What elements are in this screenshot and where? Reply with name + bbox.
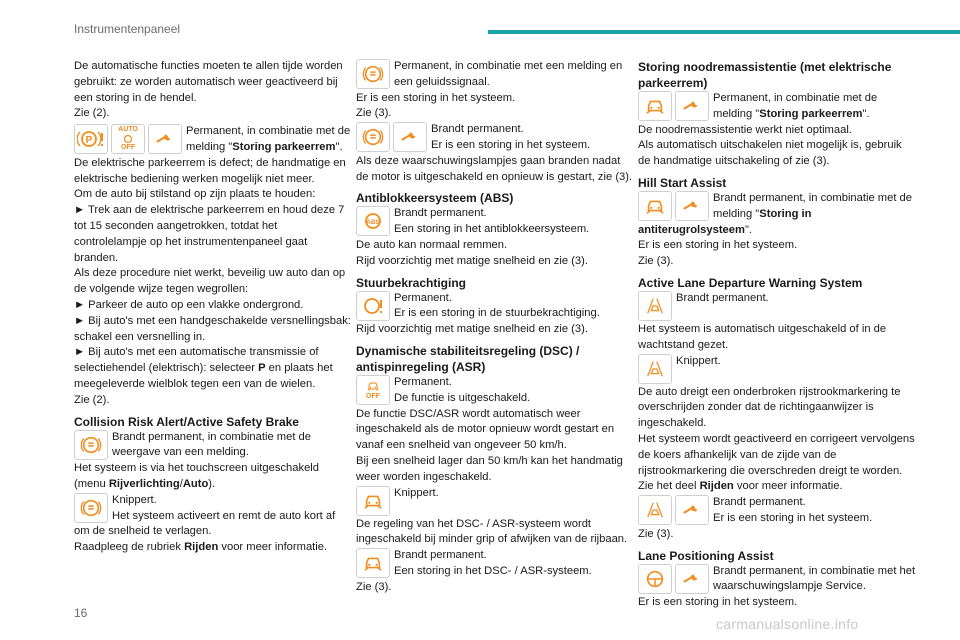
hill-start-icons	[638, 191, 709, 221]
paragraph: Zie (2).	[74, 107, 110, 120]
watermark: carmanualsonline.info	[716, 616, 859, 632]
paragraph: Brandt permanent.	[431, 123, 524, 136]
lane-departure-flashing-icon	[638, 354, 672, 384]
dsc-fault-icon	[356, 548, 390, 578]
paragraph: Om de auto bij stilstand op zijn plaats te houden:	[74, 188, 316, 201]
wrench-icon	[675, 495, 709, 525]
paragraph: Permanent, in combinatie met de melding "Storing parkeerrem".	[186, 125, 351, 153]
lane-positioning-icons	[638, 564, 709, 594]
steering-icon	[356, 291, 390, 321]
paragraph: Brandt permanent, in combinatie met de weergave van een melding.	[112, 430, 311, 459]
paragraph: De auto dreigt een onderbroken rijstrookmarkering te overschrijden zonder dat de richtingaanwijzer is ingeschakeld.	[638, 385, 901, 430]
paragraph: Knippert.	[112, 493, 157, 506]
paragraph: Er is een storing in de stuurbekrachtiging.	[394, 307, 600, 320]
warning-block-parking-brake	[74, 124, 352, 156]
paragraph: De functie is uitgeschakeld.	[394, 391, 531, 404]
paragraph: Bij een snelheid lager dan 50 km/h kan het handmatig weer worden ingeschakeld.	[356, 454, 623, 483]
section-heading: Dynamische stabiliteitsregeling (DSC) / antispinregeling (ASR)	[356, 343, 580, 374]
collision-warning-icon	[74, 430, 108, 460]
emergency-brake-icons	[638, 91, 709, 121]
paragraph: Een storing in het DSC- / ASR-systeem.	[394, 564, 592, 577]
paragraph: Een storing in het antiblokkeersysteem.	[394, 223, 590, 236]
lane-departure-icon	[638, 291, 672, 321]
page-number: 16	[74, 606, 88, 620]
paragraph: Brandt permanent.	[394, 207, 487, 220]
paragraph: ► Trek aan de elektrische parkeerrem en houd deze 7 tot 15 seconden aangetrokken, totdat het controlelampje op het instrumentenpaneel gaat branden.	[74, 204, 345, 264]
paragraph: Zie (3).	[356, 107, 392, 120]
paragraph: Het systeem is automatisch uitgeschakeld of in de wachtstand gezet.	[638, 322, 887, 351]
section-title: Instrumentenpaneel	[74, 22, 181, 36]
paragraph: Het systeem is via het touchscreen uitgeschakeld (menu Rijverlichting/Auto).	[74, 462, 320, 490]
section-heading: Active Lane Departure Warning System	[638, 275, 863, 290]
paragraph: Brandt permanent, in combinatie met de melding "Storing in antiterugrolsysteem".	[638, 191, 912, 236]
paragraph: Knippert.	[394, 486, 439, 499]
paragraph: Permanent, in combinatie met de melding "Storing parkeerrem".	[713, 92, 878, 120]
column-1	[74, 59, 352, 556]
paragraph: Brandt permanent.	[713, 496, 806, 509]
wrench-icon	[675, 564, 709, 594]
paragraph: Raadpleeg de rubriek Rijden voor meer informatie.	[74, 541, 328, 554]
collision-fault-icons	[356, 122, 427, 152]
paragraph: Zie (3).	[356, 580, 392, 593]
paragraph: Het systeem wordt geactiveerd en corrigeert vervolgens de koers afhankelijk van de zijde van de rijstrookmarkering die overschreden dreigt te worden.	[638, 432, 915, 477]
paragraph: Als deze procedure niet werkt, beveilig uw auto dan op de volgende wijze tegen wegrollen:	[74, 267, 346, 296]
paragraph: De auto kan normaal remmen.	[356, 238, 508, 251]
paragraph: Er is een storing in het systeem.	[638, 596, 798, 609]
lane-fault-icons	[638, 495, 709, 525]
wrench-icon	[675, 191, 709, 221]
paragraph: Er is een storing in het systeem.	[638, 239, 798, 252]
paragraph: De automatische functies moeten te allen tijde worden gebruikt: ze worden automatisch weer geactiveerd bij een storing in de hendel.	[74, 60, 343, 104]
paragraph: Als deze waarschuwingslampjes gaan branden nadat de motor is uitgeschakeld en opnieuw is gestart, zie (3).	[356, 154, 633, 183]
paragraph: Brandt permanent.	[394, 549, 487, 562]
paragraph: Zie (3).	[638, 255, 674, 268]
column-2	[356, 59, 634, 596]
paragraph: Rijd voorzichtig met matige snelheid en zie (3).	[356, 254, 588, 267]
paragraph: De functie DSC/ASR wordt automatisch weer ingeschakeld als de motor opnieuw wordt gestart en vanaf een snelheid van ongeveer 50 km/h.	[356, 407, 615, 452]
paragraph: Brandt permanent, in combinatie met het waarschuwingslampje Service.	[713, 564, 916, 593]
paragraph: Knippert.	[676, 354, 721, 367]
section-heading: Storing noodremassistentie (met elektrische parkeerrem)	[638, 60, 892, 90]
wrench-icon	[393, 122, 427, 152]
paragraph: Het systeem activeert en remt de auto kort af om de snelheid te verlagen.	[74, 509, 336, 538]
paragraph: ► Bij auto's met een handgeschakelde versnellingsbak: schakel een versnelling in.	[74, 314, 351, 343]
collision-flashing-icon	[74, 493, 108, 523]
paragraph: Permanent.	[394, 375, 452, 388]
paragraph: Zie (2).	[74, 393, 110, 406]
section-heading: Antiblokkeersysteem (ABS)	[356, 191, 514, 206]
wrench-icon	[148, 124, 182, 154]
section-heading: Collision Risk Alert/Active Safety Brake	[74, 414, 299, 429]
paragraph: Er is een storing in het systeem.	[713, 511, 873, 524]
paragraph: Permanent.	[394, 291, 452, 304]
section-heading: Hill Start Assist	[638, 175, 727, 190]
dsc-flashing-icon	[356, 486, 390, 516]
paragraph: Zie (3).	[638, 527, 674, 540]
section-heading: Lane Positioning Assist	[638, 548, 774, 563]
warning-lamp-group	[74, 124, 182, 154]
paragraph: Als automatisch uitschakelen niet mogelijk is, gebruik de handmatige uitschakeling of zie (3).	[638, 139, 902, 168]
abs-icon	[356, 206, 390, 236]
paragraph: Brandt permanent.	[676, 291, 769, 304]
paragraph: De noodremassistentie werkt niet optimaal.	[638, 123, 852, 136]
paragraph: Er is een storing in het systeem.	[431, 138, 591, 151]
collision-sound-icon	[356, 59, 390, 89]
auto-off-icon	[111, 124, 145, 154]
parking-brake-warning-icon	[74, 124, 108, 154]
paragraph: Er is een storing in het systeem.	[356, 91, 516, 104]
off-label: OFF	[121, 144, 135, 152]
column-3	[638, 59, 916, 611]
paragraph: De elektrische parkeerrem is defect; de handmatige en elektrische bediening werken mogelijk niet meer.	[74, 156, 346, 185]
auto-label: AUTO	[118, 126, 138, 134]
paragraph: De regeling van het DSC- / ASR-systeem wordt ingeschakeld bij minder grip of afwijken van de rijbaan.	[356, 517, 628, 546]
wrench-icon	[675, 91, 709, 121]
paragraph: Permanent, in combinatie met een melding en een geluidssignaal.	[394, 60, 623, 88]
section-heading: Stuurbekrachtiging	[356, 275, 467, 290]
svg-text:P: P	[85, 135, 93, 147]
dsc-off-icon: OFF	[356, 375, 390, 405]
paragraph: Zie het deel Rijden voor meer informatie.	[638, 480, 843, 493]
header-accent-bar	[488, 30, 960, 34]
paragraph: Rijd voorzichtig met matige snelheid en zie (3).	[356, 323, 588, 336]
paragraph: ► Parkeer de auto op een vlakke ondergrond.	[74, 298, 304, 311]
paragraph: ► Bij auto's met een automatische transmissie of selectiehendel (elektrisch): selecteer P en plaats het meegeleverde wielblok tegen een van de wielen.	[74, 346, 333, 390]
svg-text:ABS: ABS	[366, 219, 380, 227]
